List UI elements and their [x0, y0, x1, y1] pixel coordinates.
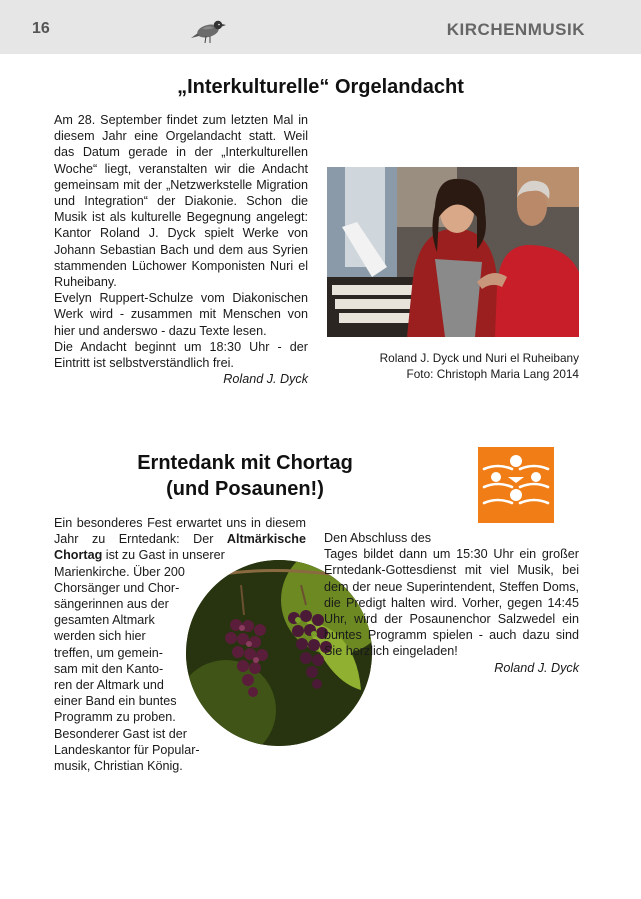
text-line: einer Band ein buntes [54, 694, 177, 709]
caption-names: Roland J. Dyck und Nuri el Ruheibany [379, 351, 579, 365]
bird-icon [190, 14, 226, 46]
photo-caption [327, 351, 579, 382]
article-title-erntedank [105, 450, 385, 502]
paragraph: Die Andacht beginnt um 18:30 Uhr - der Eintritt ist selbstverständlich frei. [54, 339, 308, 371]
page-number: 16 [32, 20, 50, 37]
text-line: Landeskantor für Popular- [54, 742, 200, 757]
choir-logo-icon [478, 447, 554, 523]
event-name: Altmärkische Chortag [54, 532, 306, 563]
text-line: treffen, um gemein- [54, 645, 163, 660]
text-line: Programm zu proben. [54, 710, 176, 725]
text-line: Besonderer Gast ist der [54, 726, 187, 741]
text-line: ist zu Gast in unserer [102, 548, 225, 563]
paragraph: Ein besonderes Fest erwartet uns in diesem Jahr zu Erntedank: Der [54, 516, 306, 547]
article-body-erntedank-continued [324, 530, 579, 676]
photo-organists [327, 167, 579, 337]
paragraph: Tages bildet dann um 15:30 Uhr ein großer Erntedank-Gottesdienst mit viel Musik, bei dem der neue Superintendent, Steffen Doms, die Predigt halten wird. Vorher, gegen 14:45 Uhr, wird der Posaunenchor Salzwedel ein buntes Programm spielen - auch dazu sind Sie herzlich eingeladen! [324, 547, 579, 659]
text-line: sängerinnen aus der [54, 597, 169, 612]
title-line: Erntedank mit Chortag [137, 452, 353, 474]
text-line: ren der Altmark und [54, 678, 164, 693]
title-line: (und Posaunen!) [166, 478, 324, 500]
section-title: KIRCHENMUSIK [446, 20, 585, 39]
text-line: Chorsänger und Chor- [54, 580, 180, 595]
text-line: musik, Christian König. [54, 759, 183, 774]
paragraph: Am 28. September findet zum letzten Mal in diesem Jahr eine Orgelandacht statt. Weil das Datum gerade in der „Interkulturellen Woche“ liegt, veranstalten wir die Andacht gemeinsam mit der „Netzwerkstelle Migration und Integration“ der Diakonie. Schon die Musik ist als kulturelle Begegnung angelegt: Kantor Roland J. Dyck spielt Werke von Johann Sebastian Bach und dem aus Syrien stammenden Lüchower Komponisten Nuri el Ruheibany. [54, 113, 308, 290]
caption-credit: Foto: Christoph Maria Lang 2014 [406, 366, 579, 381]
author-signature: Roland J. Dyck [223, 372, 308, 387]
author-signature: Roland J. Dyck [494, 660, 579, 675]
article-body-orgelandacht [54, 112, 308, 387]
text-line: gesamten Altmark [54, 613, 155, 628]
paragraph: Evelyn Ruppert-Schulze vom Diakonischen Werk wird - zusammen mit Menschen von hier und anderswo - dazu Texte lesen. [54, 291, 308, 338]
text-line: sam mit den Kanto- [54, 661, 164, 676]
article-title-orgelandacht: „Interkulturelle“ Orgelandacht [177, 76, 464, 98]
page-header [0, 0, 641, 54]
text-line: werden sich hier [54, 629, 146, 644]
text-line: Marienkirche. Über 200 [54, 564, 185, 579]
text-line: Den Abschluss des [324, 531, 432, 545]
